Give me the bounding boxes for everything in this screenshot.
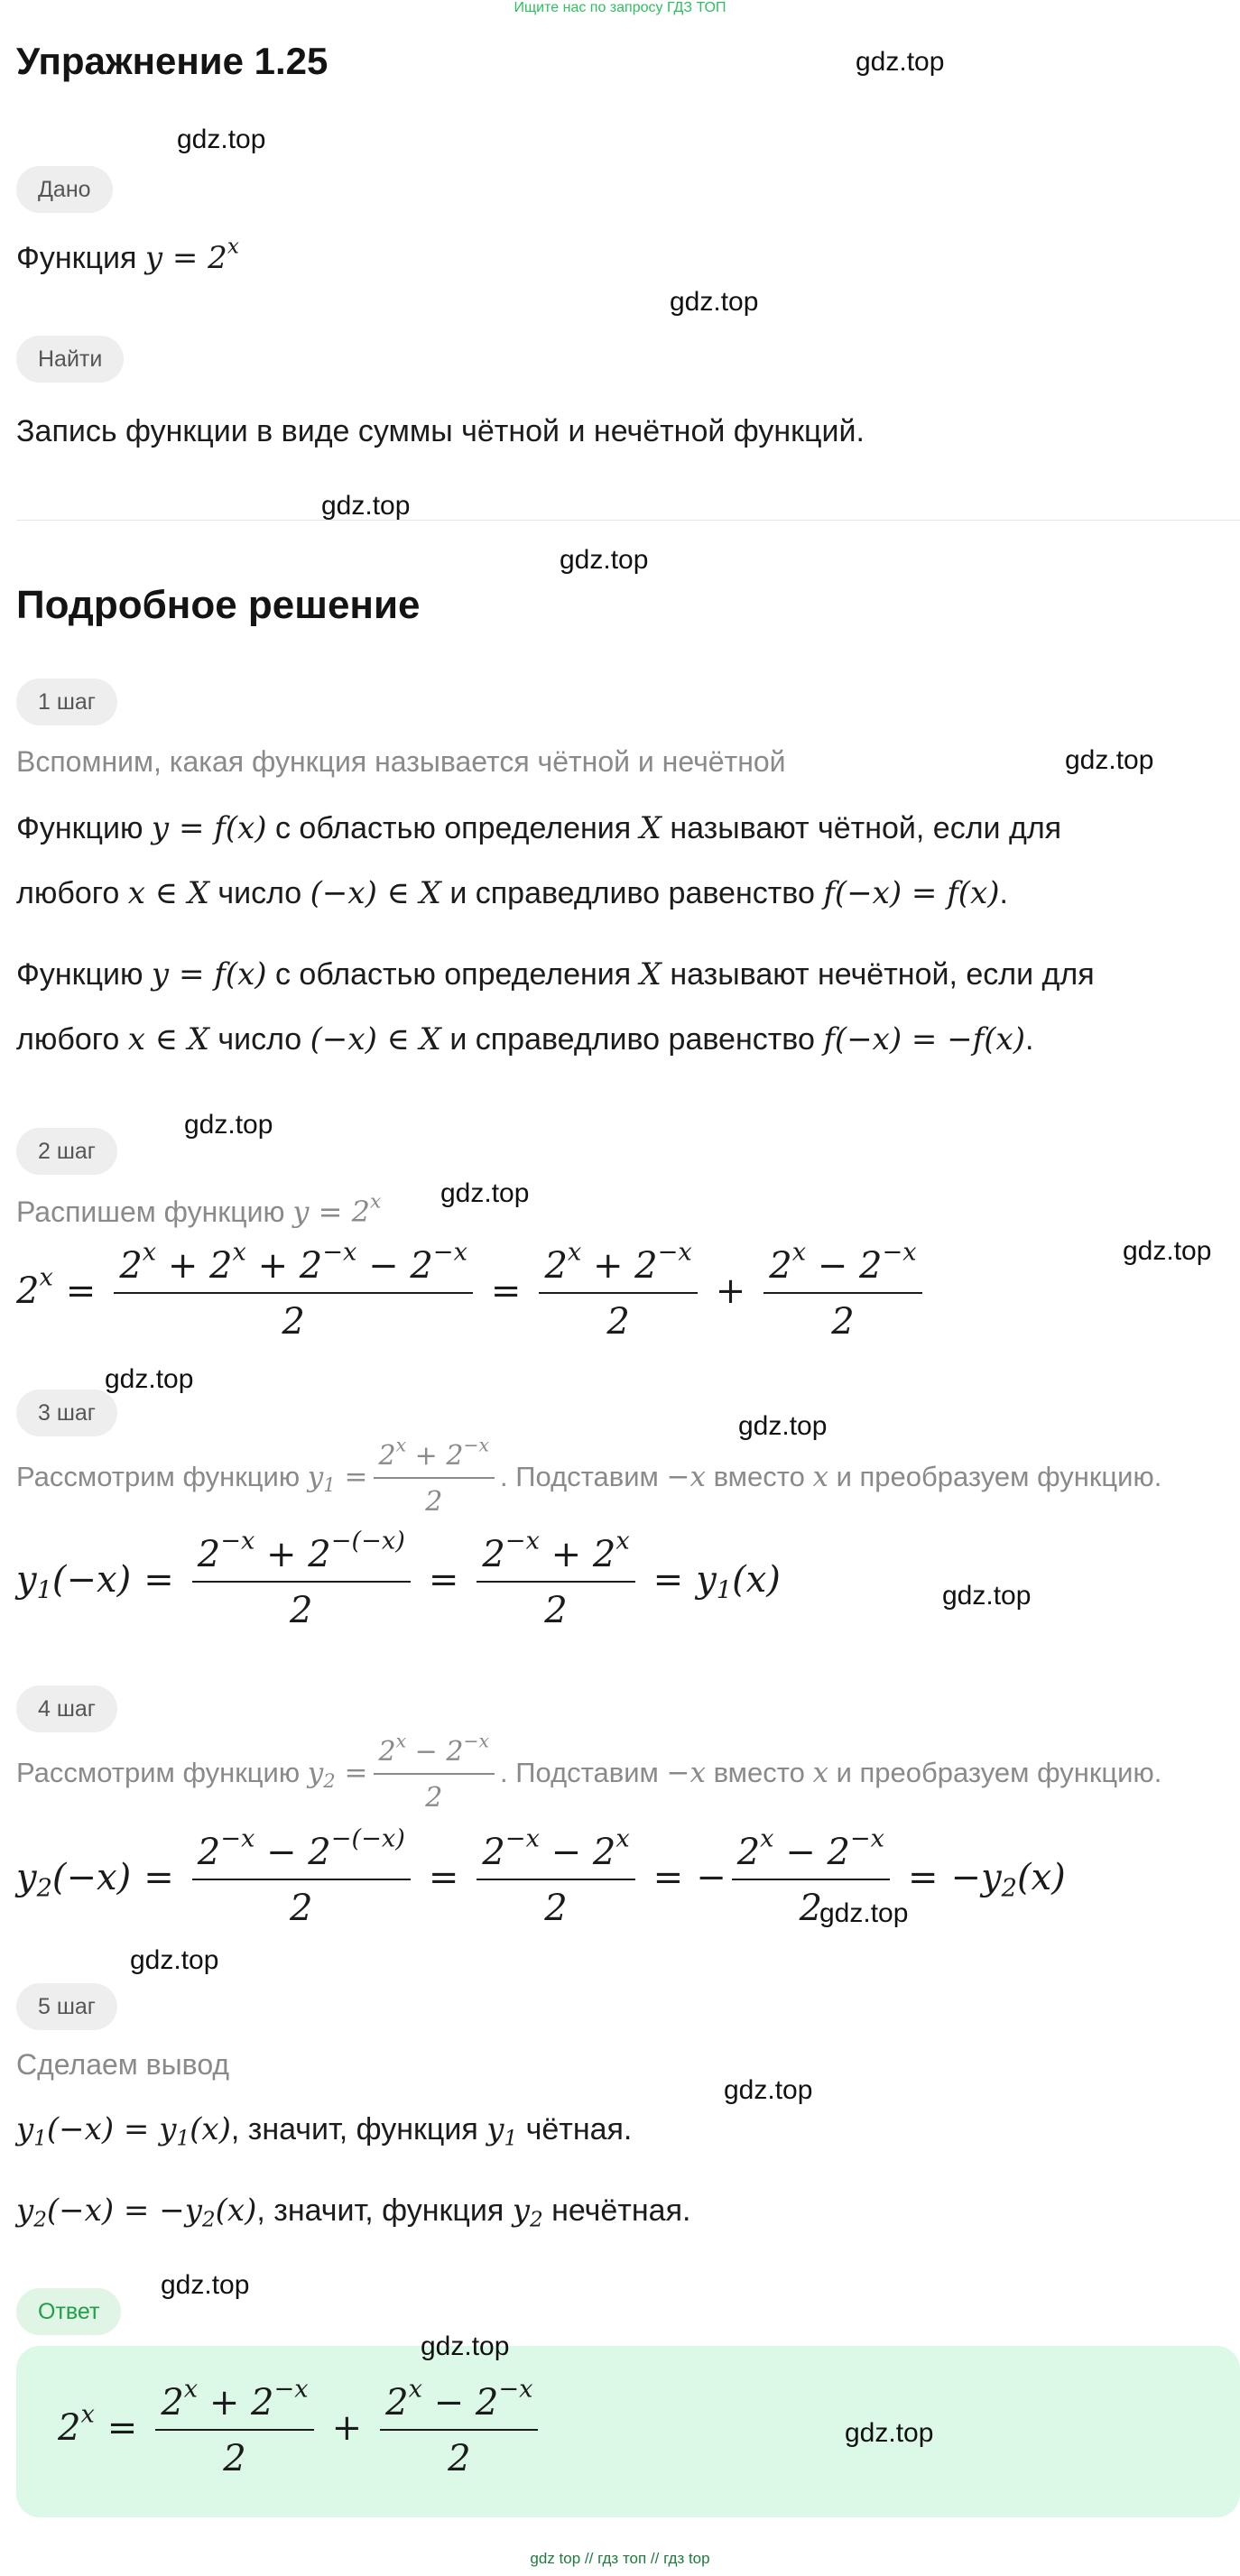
watermark: gdz.top: [161, 2270, 250, 2300]
given-text: [16, 236, 239, 280]
step-4-intro: Рассмотрим функцию $y_2$ = $\frac{2^x - 2^{-x}}{2}$ . Подставим −x вместо x и преобразуем функцию.: [16, 1730, 1162, 1814]
watermark: gdz.top: [819, 1898, 909, 1928]
find-badge: Найти: [16, 336, 124, 383]
step-1-intro: Вспомним, какая функция называется чётной и нечётной: [16, 745, 786, 778]
conclusion-line-1: $y_1(-x) = y_1(x)$, значит, функция $y_1$ чётная.: [16, 2111, 633, 2151]
watermark: gdz.top: [421, 2331, 510, 2361]
watermark: gdz.top: [670, 287, 759, 317]
given-formula: $y = 2^x$: [144, 235, 239, 276]
page-title: Упражнение 1.25: [16, 40, 329, 82]
find-text: Запись функции в виде суммы чётной и нечётной функций.: [16, 414, 865, 448]
step-1-badge: 1 шаг: [16, 679, 117, 725]
odd-definition-line-1: Функцию y = f(x) с областью определения X называют нечётной, если для: [16, 956, 1095, 993]
watermark: gdz.top: [105, 1364, 194, 1394]
watermark: gdz.top: [942, 1581, 1032, 1611]
footer-links: gdz top // гдз топ // гдз top: [530, 2550, 710, 2567]
watermark: gdz.top: [738, 1411, 828, 1441]
watermark: gdz.top: [321, 491, 411, 521]
step-2-formula: $2^x$ = $\frac{2^x + 2^x + 2^{-x} - 2^{-x}}{2}$ = $\frac{2^x + 2^{-x}}{2}$ + $\frac{2^x - 2^{-x}}{2}$: [16, 1245, 928, 1343]
even-definition-line-2: любого x ∈ X число (−x) ∈ X и справедливо равенство f(−x) = f(x).: [16, 875, 1008, 911]
odd-definition-line-2: любого x ∈ X число (−x) ∈ X и справедливо равенство f(−x) = −f(x).: [16, 1021, 1034, 1057]
step-5-intro: Сделаем вывод: [16, 2048, 230, 2081]
step-2-badge: 2 шаг: [16, 1128, 117, 1175]
step-3-intro: Рассмотрим функцию $y_1$ = $\frac{2^x + 2^{-x}}{2}$ . Подставим −x вместо x и преобразуем функцию.: [16, 1434, 1162, 1518]
answer-formula: $2^x$ = $\frac{2^x + 2^{-x}}{2}$ + $\frac{2^x - 2^{-x}}{2}$: [58, 2382, 543, 2479]
step-2-intro: Распишем функцию $y = 2^x$: [16, 1190, 382, 1229]
conclusion-line-2: $y_2(-x) = -y_2(x)$, значит, функция $y_2$ нечётная.: [16, 2193, 691, 2232]
watermark: gdz.top: [856, 47, 945, 77]
watermark: gdz.top: [1123, 1236, 1212, 1266]
step-4-formula: $y_2(-x)$ = $\frac{2^{-x} - 2^{-(-x)}}{2}$ = $\frac{2^{-x} - 2^x}{2}$ = − $\frac{2^x - 2^{-x}}{2}$ = $-y_2(x)$: [16, 1824, 1066, 1929]
given-label-text: Функция: [16, 241, 137, 275]
given-badge: Дано: [16, 166, 113, 213]
watermark: gdz.top: [184, 1110, 273, 1140]
even-definition-line-1: Функцию y = f(x) с областью определения X называют чётной, если для: [16, 810, 1062, 846]
step-3-formula: $y_1(-x)$ = $\frac{2^{-x} + 2^{-(-x)}}{2}$ = $\frac{2^{-x} + 2^x}{2}$ = $y_1(x)$: [16, 1527, 781, 1631]
watermark: gdz.top: [440, 1178, 530, 1208]
step-3-badge: 3 шаг: [16, 1390, 117, 1436]
watermark: gdz.top: [130, 1945, 219, 1975]
step-5-badge: 5 шаг: [16, 1983, 117, 2030]
watermark: gdz.top: [177, 125, 266, 154]
watermark: gdz.top: [724, 2075, 813, 2105]
watermark: gdz.top: [560, 545, 649, 575]
search-banner: Ищите нас по запросу ГДЗ ТОП: [514, 0, 726, 15]
solution-title: Подробное решение: [16, 583, 421, 627]
watermark: gdz.top: [845, 2418, 934, 2448]
answer-badge: Ответ: [16, 2288, 121, 2335]
step-4-badge: 4 шаг: [16, 1685, 117, 1732]
section-divider: [16, 520, 1240, 521]
watermark: gdz.top: [1065, 745, 1154, 775]
